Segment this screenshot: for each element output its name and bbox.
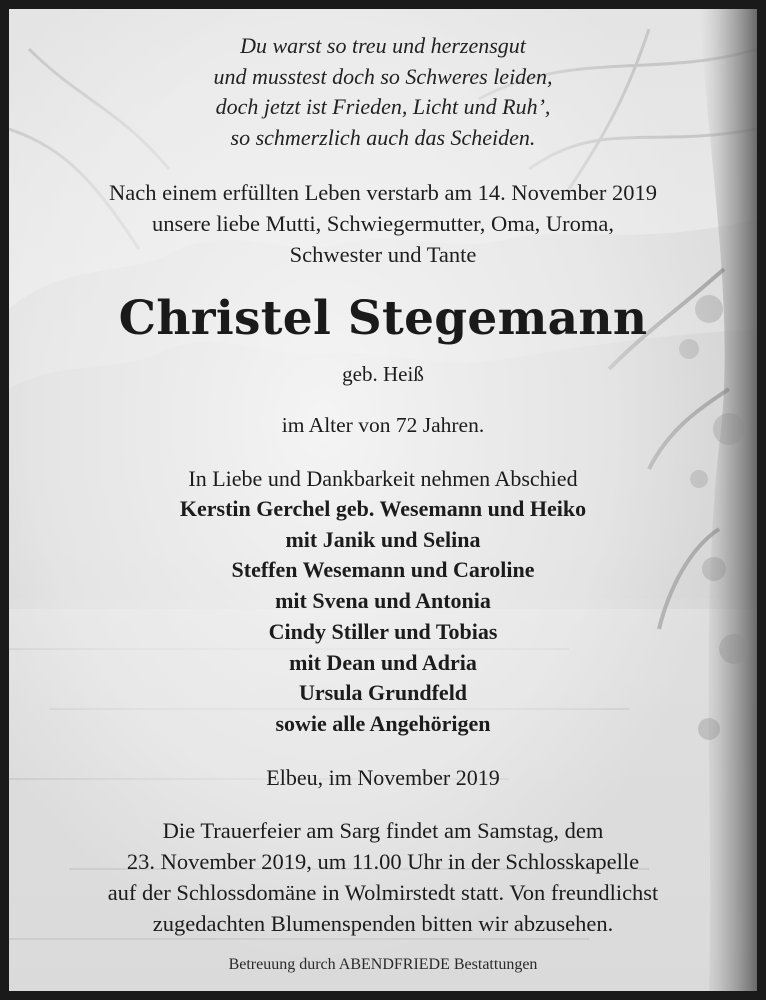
funeral-service-info (9, 815, 757, 939)
poem-line: doch jetzt ist Frieden, Licht und Ruh’, (215, 94, 551, 119)
service-line: Die Trauerfeier am Sarg findet am Samstag, dem (162, 818, 604, 843)
undertaker-credit: Betreuung durch ABENDFRIEDE Bestattungen (228, 956, 538, 973)
service-line: 23. November 2019, um 11.00 Uhr in der Schlosskapelle (126, 849, 640, 874)
mourner-entry: mit Janik und Selina (285, 526, 481, 552)
mourner-entry: Kerstin Gerchel geb. Wesemann und Heiko (179, 496, 587, 521)
mourner-entry: mit Svena und Antonia (275, 588, 491, 614)
mourner-entry: Cindy Stiller und Tobias (268, 618, 498, 644)
deceased-name: Christel Stegemann (118, 291, 648, 346)
poem-line: und musstest doch so Schweres leiden, (213, 63, 553, 89)
mourner-entry: sowie alle Angehörigen (275, 710, 491, 736)
service-line: zugedachten Blumenspenden bitten wir abzusehen. (152, 911, 614, 936)
announcement-line: Nach einem erfüllten Leben verstarb am 14. November 2019 (109, 180, 657, 205)
mourner-entry: Ursula Grundfeld (298, 680, 468, 706)
announcement-line: Schwester und Tante (289, 242, 477, 267)
announcement-line: unsere liebe Mutti, Schwiegermutter, Oma, Uroma, (151, 211, 615, 236)
poem-line: so schmerzlich auch das Scheiden. (230, 124, 536, 150)
mourners-intro: In Liebe und Dankbarkeit nehmen Abschied (188, 466, 578, 491)
death-announcement (9, 177, 757, 270)
service-line: auf der Schlossdomäne in Wolmirstedt statt. Von freundlichst (107, 880, 659, 905)
mourner-entry: mit Dean und Adria (289, 649, 477, 675)
poem-line: Du warst so treu und herzensgut (240, 33, 526, 58)
age-at-death: im Alter von 72 Jahren. (281, 413, 485, 437)
memorial-poem (9, 31, 757, 153)
mourner-entry: Steffen Wesemann und Caroline (231, 557, 535, 583)
maiden-name: geb. Heiß (342, 362, 424, 386)
place-and-date: Elbeu, im November 2019 (266, 765, 500, 790)
mourners-list (9, 494, 757, 740)
